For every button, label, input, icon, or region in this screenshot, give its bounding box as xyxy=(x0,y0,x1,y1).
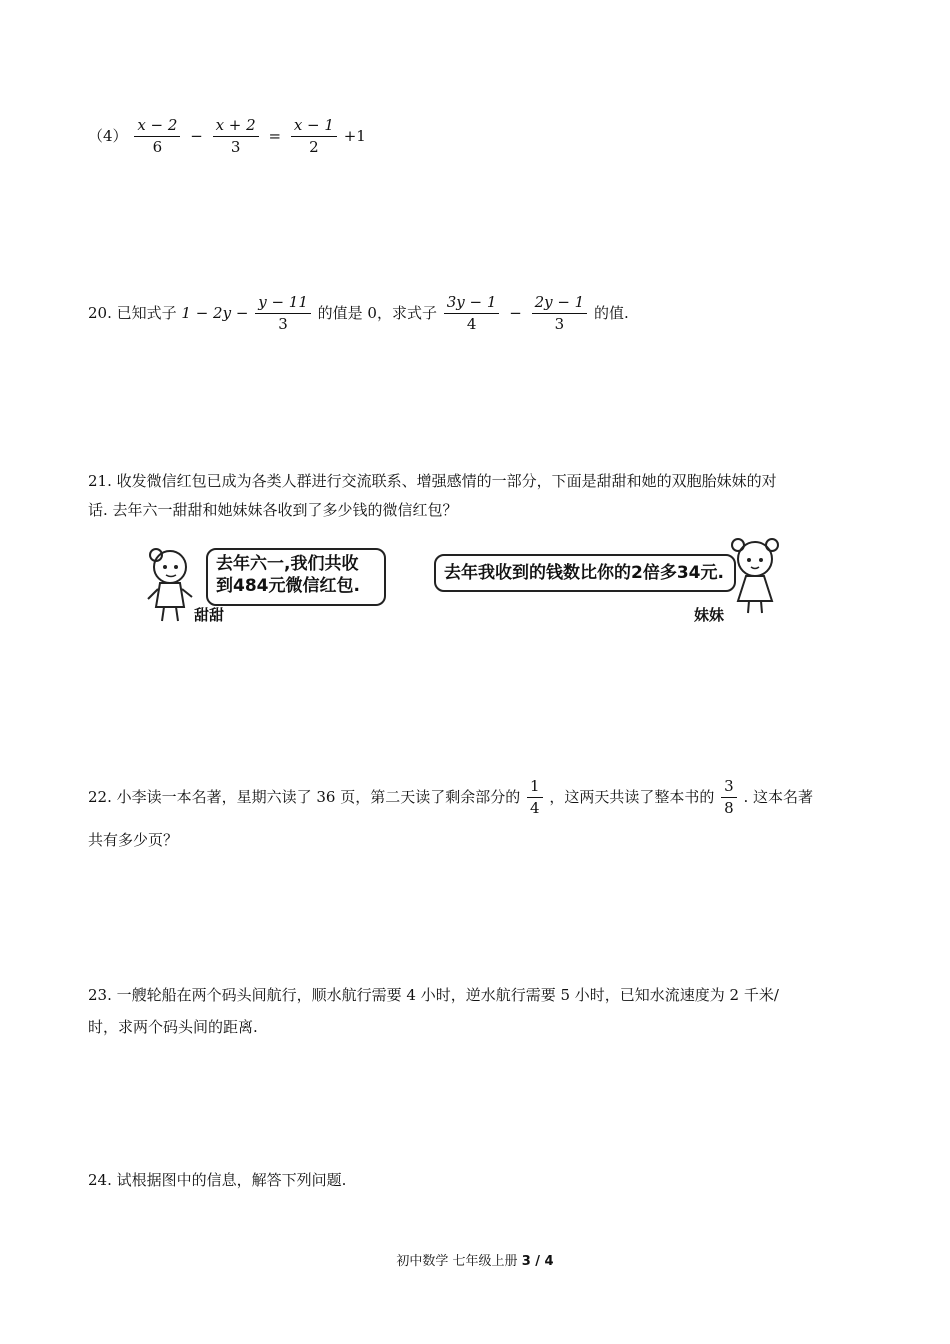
fraction: $\frac{x - 2}{6}$ xyxy=(134,118,180,155)
page-footer xyxy=(0,1250,950,1269)
question-20: 20. 已知式子 1 − 2y − $\frac{y - 11}{3}$ 的值是 0，求式子 $\frac{3y - 1}{4}$ − $\frac{2y - 1}{3}$ 的值. xyxy=(88,293,629,333)
meimei-name: 妹妹 xyxy=(694,606,725,624)
tiantian-name: 甜甜 xyxy=(194,606,225,624)
fraction: $\frac{x - 1}{2}$ xyxy=(291,118,337,155)
page-number: 3 / 4 xyxy=(521,1254,554,1269)
question-23-line2: 时，求两个码头间的距离. xyxy=(88,1018,258,1036)
footer-text: 初中数学 七年级上册 xyxy=(396,1254,522,1269)
equation-4: （4） $\frac{x - 2}{6}$ − $\frac{x + 2}{3}$ = $\frac{x - 1}{2}$ +1 xyxy=(88,116,366,156)
question-22-line2: 共有多少页？ xyxy=(88,831,179,849)
question-22-line1: 22. 小李读一本名著，星期六读了 36 页，第二天读了剩余部分的 $\frac{1}{4}$ ，这两天共读了整本书的 $\frac{3}{8}$ . 这本名著 xyxy=(88,777,814,817)
question-21-line2: 话. 去年六一甜甜和她妹妹各收到了多少钱的微信红包？ xyxy=(88,501,458,519)
fraction: $\frac{3y - 1}{4}$ xyxy=(444,295,500,332)
fraction: $\frac{2y - 1}{3}$ xyxy=(532,295,588,332)
tiantian-girl-illustration xyxy=(140,545,202,625)
fraction: $\frac{y - 11}{3}$ xyxy=(255,295,311,332)
question-23-line1: 23. 一艘轮船在两个码头间航行，顺水航行需要 4 小时，逆水航行需要 5 小时，已知水流速度为 2 千米/ xyxy=(88,986,779,1004)
equation-label: （4） xyxy=(88,127,128,145)
question-24-line1: 24. 试根据图中的信息，解答下列问题. xyxy=(88,1171,347,1189)
fraction: $\frac{1}{4}$ xyxy=(527,779,543,816)
fraction: $\frac{3}{8}$ xyxy=(721,779,737,816)
question-21-line1: 21. 收发微信红包已成为各类人群进行交流联系、增强感情的一部分，下面是甜甜和她的双胞胎妹妹的对 xyxy=(88,472,777,490)
fraction: $\frac{x + 2}{3}$ xyxy=(213,118,259,155)
meimei-girl-illustration xyxy=(724,535,786,617)
tiantian-speech-bubble: 去年六一,我们共收 到484元微信红包. xyxy=(206,548,386,606)
meimei-speech-bubble: 去年我收到的钱数比你的2倍多34元. xyxy=(434,554,736,592)
